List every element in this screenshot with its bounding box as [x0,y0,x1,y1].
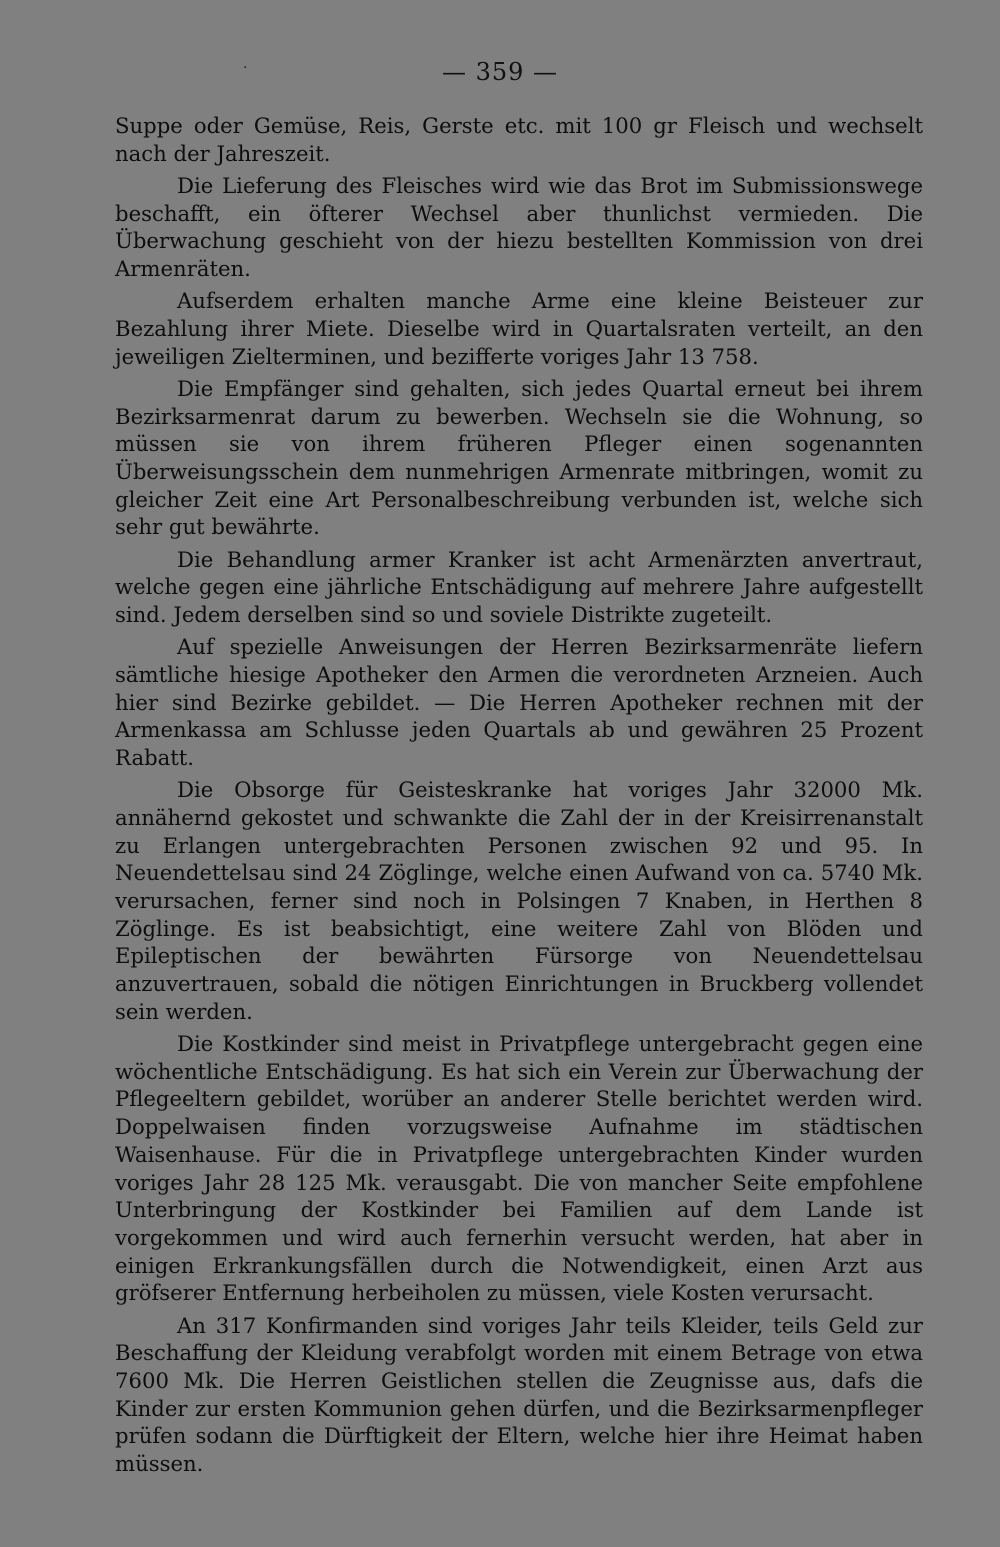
paragraph-6: Auf spezielle Anweisungen der Herren Bezirksarmenräte liefern sämtliche hiesige Apotheker den Armen die verordneten Arzneien. Auch hier sind Bezirke gebildet. — Die Herren Apotheker rechnen mit der Armenkassa am Schlusse jeden Quartals ab und gewähren 25 Prozent Rabatt. [115,634,923,770]
paragraph-5: Die Behandlung armer Kranker ist acht Armenärzten anvertraut, welche gegen eine jährliche Entschädigung auf mehrere Jahre aufgestellt sind. Jedem derselben sind so und soviele Distrikte zugeteilt. [115,546,923,627]
paragraph-4: Die Empfänger sind gehalten, sich jedes Quartal erneut bei ihrem Bezirksarmenrat darum zu bewerben. Wechseln sie die Wohnung, so müssen sie von ihrem früheren Pfleger einen sogenannten Überweisungsschein dem nunmehrigen Armenrate mitbringen, womit zu gleicher Zeit eine Art Personalbeschreibung verbunden ist, welche sich sehr gut bewährte. [115,375,923,540]
paragraph-1: Suppe oder Gemüse, Reis, Gerste etc. mit 100 gr Fleisch und wechselt nach der Jahreszeit. [115,113,923,166]
body-text [115,112,923,1482]
paragraph-8: Die Kostkinder sind meist in Privatpflege untergebracht gegen eine wöchentliche Entschädigung. Es hat sich ein Verein zur Überwachung der Pflegeeltern gebildet, worüber an anderer Stelle berichtet werden wird. Doppelwaisen finden vorzugsweise Aufnahme im städtischen Waisenhause. Für die in Privatpflege untergebrachten Kinder wurden voriges Jahr 28 125 Mk. verausgabt. Die von mancher Seite empfohlene Unterbringung der Kostkinder bei Familien auf dem Lande ist vorgekommen und wird auch fernerhin versucht werden, hat aber in einigen Erkrankungsfällen durch die Notwendigkeit, einen Arzt aus gröfserer Entfernung herbeiholen zu müssen, viele Kosten verursacht. [115,1031,923,1306]
corner-mark: · [243,60,248,76]
paragraph-9: An 317 Konfirmanden sind voriges Jahr teils Kleider, teils Geld zur Beschaffung der Kleidung verabfolgt worden mit einem Betrage von etwa 7600 Mk. Die Herren Geistlichen stellen die Zeugnisse aus, dafs die Kinder zur ersten Kommunion gehen dürfen, und die Bezirksarmenpfleger prüfen sodann die Dürftigkeit der Eltern, welche hier ihre Heimat haben müssen. [115,1312,923,1477]
paragraph-3: Aufserdem erhalten manche Arme eine kleine Beisteuer zur Bezahlung ihrer Miete. Dieselbe wird in Quartalsraten verteilt, an den jeweiligen Zielterminen, und bezifferte voriges Jahr 13 758. [115,288,923,369]
paragraph-7: Die Obsorge für Geisteskranke hat voriges Jahr 32000 Mk. annähernd gekostet und schwankte die Zahl der in der Kreisirrenanstalt zu Erlangen untergebrachten Personen zwischen 92 und 95. In Neuendettelsau sind 24 Zöglinge, welche einen Aufwand von ca. 5740 Mk. verursachen, ferner sind noch in Polsingen 7 Knaben, in Herthen 8 Zöglinge. Es ist beabsichtigt, eine weitere Zahl von Blöden und Epileptischen der bewährten Fürsorge von Neuendettelsau anzuvertrauen, sobald die nötigen Einrichtungen in Bruckberg vollendet sein werden. [115,777,923,1024]
page-number: — 359 — [441,58,559,86]
paragraph-2: Die Lieferung des Fleisches wird wie das Brot im Submissionswege beschafft, ein öfterer Wechsel aber thunlichst vermieden. Die Überwachung geschieht von der hiezu bestellten Kommission von drei Armenräten. [115,172,923,282]
